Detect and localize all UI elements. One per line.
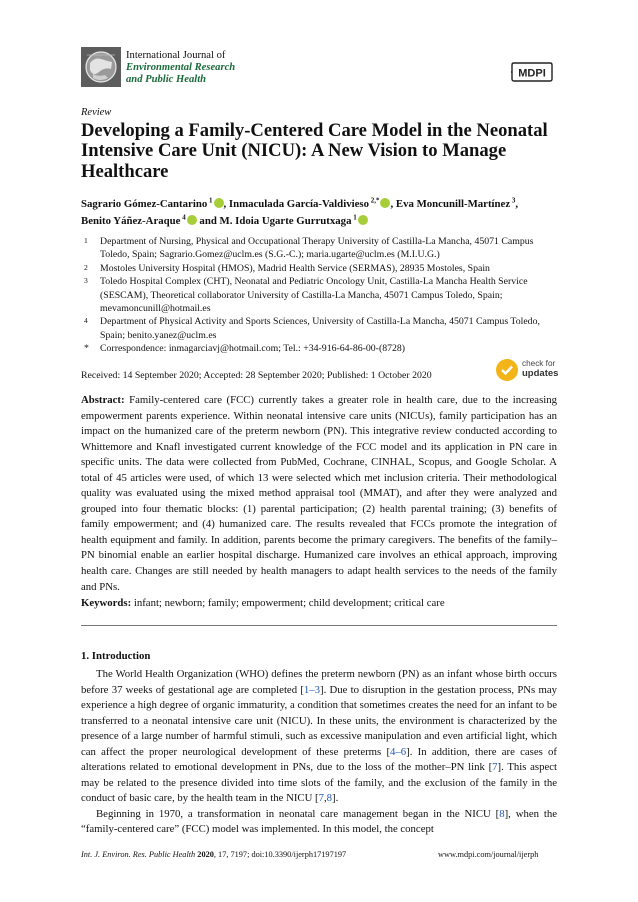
check-for-updates-badge[interactable] (496, 357, 558, 383)
abstract-label: Abstract: (81, 394, 125, 406)
citation-link[interactable]: 7 (318, 792, 324, 805)
footer-url[interactable]: www.mdpi.com/journal/ijerph (438, 850, 539, 859)
article-title: Developing a Family-Centered Care Model in the Neonatal Intensive Care Unit (NICU): A New Vision to Manage Healthcare (81, 120, 548, 182)
journal-name-line2: Environmental Research (126, 62, 236, 73)
author-name[interactable]: Eva Moncunill-Martínez (395, 198, 511, 210)
affiliation-marker: 4 (84, 316, 88, 326)
footer-journal: Int. J. Environ. Res. Public Health (81, 850, 196, 859)
article-dates: Received: 14 September 2020; Accepted: 28 September 2020; Published: 1 October 2020 (81, 370, 432, 381)
author-name[interactable]: Inmaculada García-Valdivieso (228, 198, 369, 210)
citation-link[interactable]: 4–6 (390, 745, 407, 758)
citation-link[interactable]: 1–3 (303, 683, 321, 696)
body-text (81, 667, 557, 838)
author-affiliation-marker: 2,* (368, 196, 380, 205)
author-name[interactable]: Benito Yáñez-Araque (81, 214, 181, 227)
author-affiliation-marker: 3 (510, 196, 516, 205)
journal-logo (81, 47, 121, 87)
author-affiliation-marker: 4 (180, 213, 186, 221)
affiliation-item (81, 262, 561, 275)
affiliation-text: Toledo Hospital Complex (CHT), Neonatal and Pediatric Oncology Unit, Castilla-La Mancha Health Service (SESCAM), Theoretical collaborator University of Castilla-La Mancha, 45071 Campus Toledo, Spain; mevamoncunill@hotmail.es (100, 276, 528, 315)
author-list (81, 196, 561, 229)
footer-citation (81, 850, 346, 859)
body-text-run: ]. (332, 792, 339, 805)
article-type: Review (81, 107, 112, 118)
journal-name (126, 50, 235, 86)
footer-volume-doi: , 17, 7197; doi:10.3390/ijerph17197197 (213, 850, 347, 859)
section-divider (81, 625, 557, 626)
body-paragraph-1 (81, 667, 557, 807)
body-paragraph-2 (81, 807, 557, 838)
abstract (81, 393, 557, 595)
citation-link[interactable]: 8 (499, 807, 505, 820)
footer-year: 2020 (197, 850, 214, 859)
check-updates-line1: check for (522, 359, 556, 368)
affiliation-item (81, 235, 561, 262)
affiliation-text: Department of Nursing, Physical and Occupational Therapy University of Castilla-La Mancha, 45071 Campus Toledo, Spain; Sagrario.Gomez@uclm.es (S.G.-C.); maria.ugarte@uclm.es (M.I.U.G.) (100, 236, 534, 261)
body-text-run: ]. This aspect may be related to the presence divided into time slots of the family, and the exclusion of the family in the conduct of basic care, by the health team in the NICU [ (81, 761, 558, 805)
author-name[interactable]: Sagrario Gómez-Cantarino (81, 198, 208, 210)
keywords (81, 597, 557, 609)
affiliation-marker: 2 (84, 262, 88, 272)
body-text-run: , (323, 792, 327, 805)
author-affiliation-marker: 1 (351, 213, 357, 221)
body-text-run: ]. Due to disruption in the gestation process, PNs may experience a high degree of organic immaturity, a condition that sometimes creates the need for an infant to be transferred to a neonatal intensive care unit (NICU). In these units, the environment is characterized by the presence of a large number of harmful stimuli, such as excessive manipulation and even artificial light, which can affect the proper neurological development of these preterms [ (81, 683, 557, 758)
mdpi-logo (511, 61, 553, 83)
abstract-text: Family-centered care (FCC) currently takes a greater role in health care, due to the increasing empowerment parents experience. Within neonatal intensive care units (NICUs), family participation has an impact on the humanized care of the preterm newborn (PN). This integrative review conducted according to Whittemore and Knafl investigated current knowledge of the FCC model and its application in PN care in specific units. The data were collected from PubMed, Cochrane, CINHAL, Scopus, and Google Scholar. A total of 45 articles were used, of which 13 were selected which met inclusion criteria. Their methodological quality was evaluated using the mixed method appraisal tool (MMAT), and after they were analyzed and grouped into four thematic blocks: (1) parental participation; (2) health parental training; (3) benefits of family empowerment; and (4) humanized care. The results revealed that FCCs promote the integration of health equipment and family. In addition, parents become the primary caregivers. The benefits of the family–PN binomial enable an earlier hospital discharge. Humanized care involves an ethical approach, improving health care. Changes are still needed by health managers to adapt health services to the needs of the family and PNs. (81, 394, 557, 593)
affiliation-text: Correspondence: inmagarciavj@hotmail.com; Tel.: +34-916-64-86-00-(8728) (100, 343, 406, 355)
section-heading: 1. Introduction (81, 650, 151, 662)
keywords-text: infant; newborn; family; empowerment; child development; critical care (133, 597, 445, 609)
affiliation-marker: 3 (84, 276, 88, 286)
body-text-run: The World Health Organization (WHO) defines the preterm newborn (PN) as an infant whose birth occurs before 37 weeks of gestational age are completed [ (81, 668, 557, 696)
affiliations (81, 235, 561, 356)
keywords-label: Keywords: (81, 597, 132, 609)
affiliation-text: Mostoles University Hospital (HMOS), Madrid Health Service (SERMAS), 28935 Mostoles, Spain (100, 262, 490, 274)
author-affiliation-marker: 1 (207, 196, 213, 205)
author-separator: , (223, 198, 229, 210)
orcid-icon[interactable] (187, 215, 197, 225)
orcid-icon[interactable] (214, 198, 224, 208)
body-text-run: ]. In addition, there are cases of alterations related to emotional development in PNs, due to the loss of the mother–PN link [ (81, 745, 558, 774)
journal-name-line1: International Journal of (126, 50, 226, 61)
citation-link[interactable]: 8 (326, 792, 333, 805)
affiliation-item (81, 315, 561, 342)
body-text-run: Beginning in 1970, a transformation in neonatal care management began in the NICU [ (96, 807, 500, 820)
affiliation-text: Department of Physical Activity and Sports Sciences, University of Castilla-La Mancha, 45071 Campus Toledo, Spain; benito.yanez@uclm.es (100, 316, 540, 341)
mdpi-logo-text: MDPI (518, 67, 546, 80)
journal-name-line3: and Public Health (126, 74, 207, 85)
body-text-run: ], when the “family-centered care” (FCC) model was implemented. In this model, the concept (81, 807, 558, 836)
check-updates-line2: updates (522, 368, 559, 379)
author-separator: , (515, 198, 519, 210)
citation-link[interactable]: 7 (492, 761, 498, 774)
affiliation-item (81, 342, 561, 355)
author-name[interactable]: M. Idoia Ugarte Gurrutxaga (219, 214, 352, 227)
affiliation-item (81, 275, 561, 315)
orcid-icon[interactable] (380, 198, 390, 208)
check-updates-icon (496, 359, 518, 381)
author-separator: , (390, 198, 396, 210)
affiliation-marker: * (84, 343, 89, 355)
affiliation-marker: 1 (84, 236, 88, 245)
orcid-icon[interactable] (358, 215, 368, 225)
author-separator: and (196, 214, 220, 227)
